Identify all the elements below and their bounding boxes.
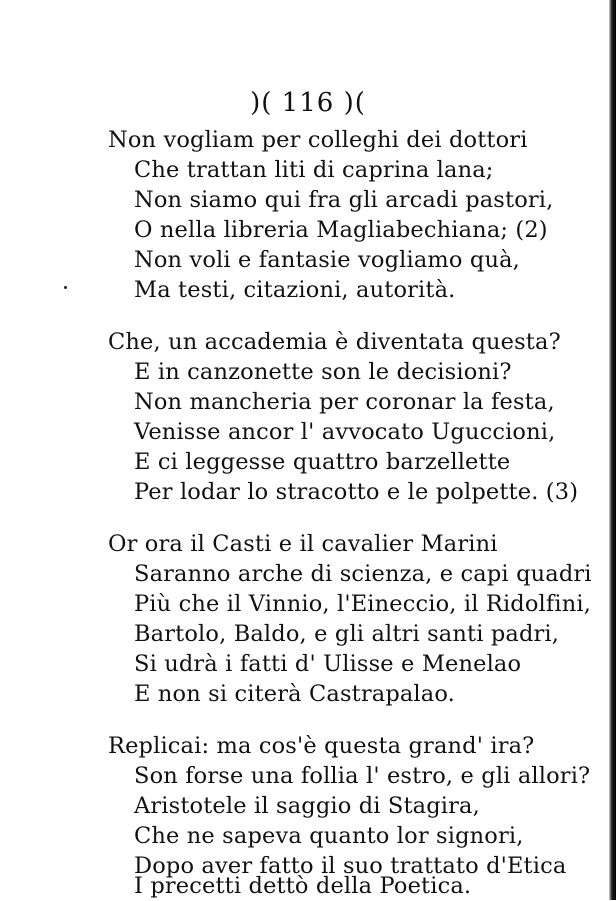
ink-speck (64, 286, 67, 289)
verse-line: Che ne sapeva quanto lor signori, (134, 823, 524, 849)
verse-line: Son forse una follia l' estro, e gli allori? (134, 763, 591, 789)
verse-line: E non si citerà Castrapalao. (134, 681, 455, 707)
book-spine-edge (609, 0, 616, 900)
verse-line: E ci leggesse quattro barzellette (134, 449, 511, 475)
verse-line: Replicai: ma cos'è questa grand' ira? (108, 733, 535, 759)
page-number: )( 116 )( (250, 88, 366, 118)
verse-line: Per lodar lo stracotto e le polpette. (3) (134, 479, 579, 505)
verse-line: Non mancheria per coronar la festa, (134, 389, 555, 415)
verse-line: Non siamo qui fra gli arcadi pastori, (134, 187, 554, 213)
verse-line: Or ora il Casti e il cavalier Marini (108, 531, 498, 557)
verse-line: Bartolo, Baldo, e gli altri santi padri, (134, 621, 560, 647)
verse-line: E in canzonette son le decisioni? (134, 359, 512, 385)
verse-line: Ma testi, citazioni, autorità. (134, 277, 456, 303)
verse-line: Dopo aver fatto il suo trattato d'Etica (134, 853, 567, 879)
verse-line: Aristotele il saggio di Stagira, (134, 793, 480, 819)
verse-line: Non voli e fantasie vogliamo quà, (134, 247, 520, 273)
verse-line: Più che il Vinnio, l'Eineccio, il Ridolfini, (134, 591, 592, 617)
verse-line: Che, un accademia è diventata questa? (108, 329, 561, 355)
verse-line: O nella libreria Magliabechiana; (2) (134, 217, 548, 243)
verse-line: Venisse ancor l' avvocato Uguccioni, (134, 419, 556, 445)
verse-line: I precetti dettò della Poetica. (134, 873, 472, 899)
verse-line: Non vogliam per colleghi dei dottori (108, 127, 528, 153)
verse-line: Che trattan liti di caprina lana; (134, 157, 494, 183)
verse-line: Saranno arche di scienza, e capi quadri (134, 561, 592, 587)
verse-line: Si udrà i fatti d' Ulisse e Menelao (134, 651, 522, 677)
